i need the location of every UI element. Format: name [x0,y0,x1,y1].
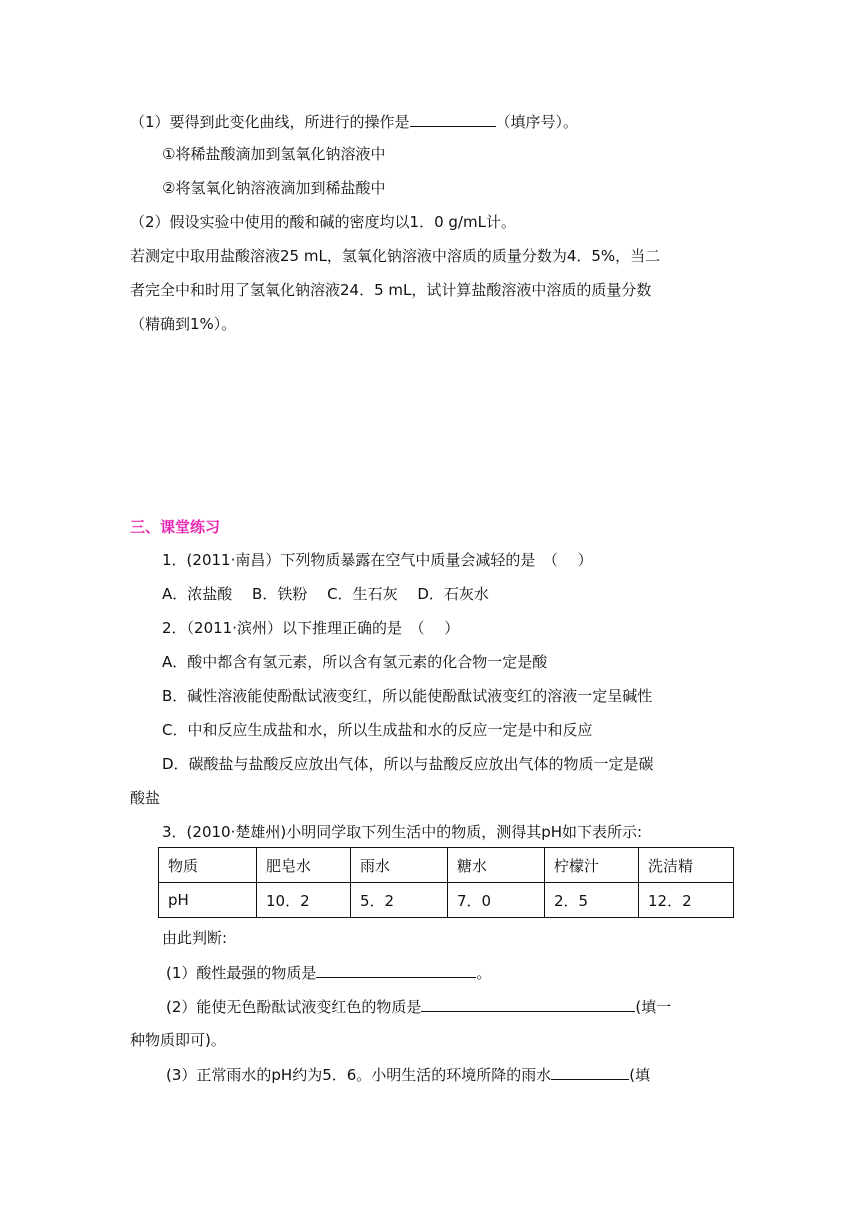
exercise-2-stem: 2．（2011·滨州）以下推理正确的是 （ ） [162,619,460,637]
table-cell: 洗洁精 [639,848,734,883]
sub-question-3 [166,1063,650,1086]
exercise-2-option-d-cont: 酸盐 [130,789,161,807]
table-cell: 柠檬汁 [545,848,639,883]
problem-line-3: （精确到1%）。 [130,315,237,333]
question-1-text: （1）要得到此变化曲线，所进行的操作是 [130,113,410,131]
sub-question-2-text: (2）能使无色酚酞试液变红色的物质是 [166,998,422,1016]
table-row [159,883,734,918]
answer-blank [551,1063,629,1080]
answer-blank [421,995,635,1012]
question-1-suffix: （填序号）。 [495,113,579,131]
exercise-1-stem: 1．(2011·南昌）下列物质暴露在空气中质量会减轻的是 （ ） [162,551,593,569]
sub-question-2-cont: 种物质即可)。 [130,1031,226,1049]
table-cell: pH [159,883,257,918]
answer-blank [410,110,496,127]
judgement-label: 由此判断: [162,929,228,947]
section-heading: 三、课堂练习 [130,518,221,536]
problem-line-2: 者完全中和时用了氢氧化钠溶液24．5 mL，试计算盐酸溶液中溶质的质量分数 [130,281,652,299]
sub-question-3-text: (3）正常雨水的pH约为5．6。小明生活的环境所降的雨水 [166,1066,552,1084]
sub-question-1-suffix: 。 [476,964,492,982]
answer-blank [316,961,476,978]
table-cell: 5．2 [351,883,448,918]
table-cell: 2．5 [545,883,639,918]
exercise-2-option-b: B．碱性溶液能使酚酞试液变红，所以能使酚酞试液变红的溶液一定呈碱性 [162,687,653,705]
table-cell: 12．2 [639,883,734,918]
sub-question-3-suffix: (填 [629,1066,651,1084]
table-cell: 糖水 [448,848,545,883]
problem-line-1: 若测定中取用盐酸溶液25 mL，氢氧化钠溶液中溶质的质量分数为4．5%，当二 [130,247,661,265]
exercise-1-options: A．浓盐酸 B．铁粉 C．生石灰 D．石灰水 [162,585,489,603]
exercise-2-option-c: C．中和反应生成盐和水，所以生成盐和水的反应一定是中和反应 [162,721,593,739]
exercise-3-stem: 3．(2010·楚雄州)小明同学取下列生活中的物质，测得其pH如下表所示: [162,823,643,841]
sub-question-1-text: (1）酸性最强的物质是 [166,964,317,982]
question-1-line [130,110,578,133]
exercise-2-option-d: D．碳酸盐与盐酸反应放出气体，所以与盐酸反应放出气体的物质一定是碳 [162,755,654,773]
table-header-row [159,848,734,883]
sub-question-2 [166,995,671,1018]
table-cell: 7．0 [448,883,545,918]
sub-question-2-suffix: (填一 [635,998,672,1016]
table-cell: 肥皂水 [257,848,351,883]
option-2: ②将氢氧化钠溶液滴加到稀盐酸中 [162,179,386,197]
table-cell: 物质 [159,848,257,883]
exercise-2-option-a: A．酸中都含有氢元素，所以含有氢元素的化合物一定是酸 [162,653,548,671]
option-1: ①将稀盐酸滴加到氢氧化钠溶液中 [162,145,386,163]
question-2: （2）假设实验中使用的酸和碱的密度均以1．0 g/mL计。 [130,213,516,231]
sub-question-1 [166,961,491,984]
table-cell: 10．2 [257,883,351,918]
table-cell: 雨水 [351,848,448,883]
ph-table [158,847,734,918]
